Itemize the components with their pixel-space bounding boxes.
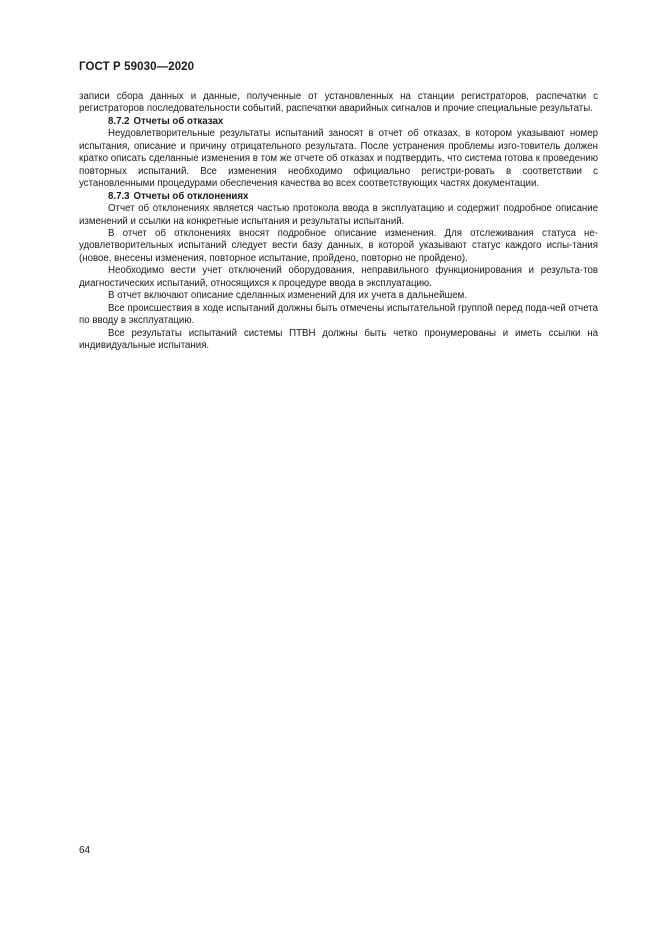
paragraph: В отчет включают описание сделанных изменений для их учета в дальнейшем. bbox=[108, 290, 468, 302]
page-number: 64 bbox=[79, 845, 91, 856]
section-title: Отчеты об отклонениях bbox=[133, 190, 249, 202]
paragraph: записи сбора данных и данные, полученные от установленных на станции регистраторов, распечатки с регистраторов последовательности событий, распечатки аварийных сигналов и прочие специальные результаты. bbox=[79, 91, 598, 115]
paragraph: Все происшествия в ходе испытаний должны быть отмечены испытательной группой перед пода-чей отчета по вводу в эксплуатацию. bbox=[79, 302, 598, 327]
section-number: 8.7.2 bbox=[108, 115, 130, 127]
document-header: ГОСТ Р 59030—2020 bbox=[79, 61, 195, 73]
section-number: 8.7.3 bbox=[108, 190, 130, 202]
paragraph: Отчет об отклонениях является частью протокола ввода в эксплуатацию и содержит подробное описание изменений и ссылки на конкретные испытания и результаты испытаний. bbox=[79, 203, 598, 227]
section-title: Отчеты об отказах bbox=[133, 115, 224, 127]
paragraph: В отчет об отклонениях вносят подробное описание изменения. Для отслеживания статуса не-удовлетворительных испытаний следует вести базу данных, в которой указывают статус каждого испы-тания (новое, внесены изменения, повторное испытание, пройдено, повторно не пройдено). bbox=[79, 227, 598, 264]
paragraph: Неудовлетворительные результаты испытаний заносят в отчет об отказах, в котором указывают номер испытания, описание и причину отрицательного результата. После устранения проблемы изго-товитель должен кратко описать сделанные изменения в том же отчете об отказах и подтвердить, что система готова к проведению повторных испытаний. Все изменения необходимо официально регистри-ровать в соответствии с установленными процедурами обеспечения качества во всех соответствующих частях документации. bbox=[79, 128, 598, 190]
document-body bbox=[79, 91, 598, 353]
section-heading-8-7-3 bbox=[79, 191, 598, 203]
section-heading-8-7-2 bbox=[79, 116, 598, 128]
paragraph: Необходимо вести учет отключений оборудования, неправильного функционирования и результа-тов диагностических испытаний, относящихся к процедуре ввода в эксплуатацию. bbox=[79, 265, 598, 289]
paragraph: Все результаты испытаний системы ПТВН должны быть четко пронумерованы и иметь ссылки на индивидуальные испытания. bbox=[79, 327, 598, 352]
